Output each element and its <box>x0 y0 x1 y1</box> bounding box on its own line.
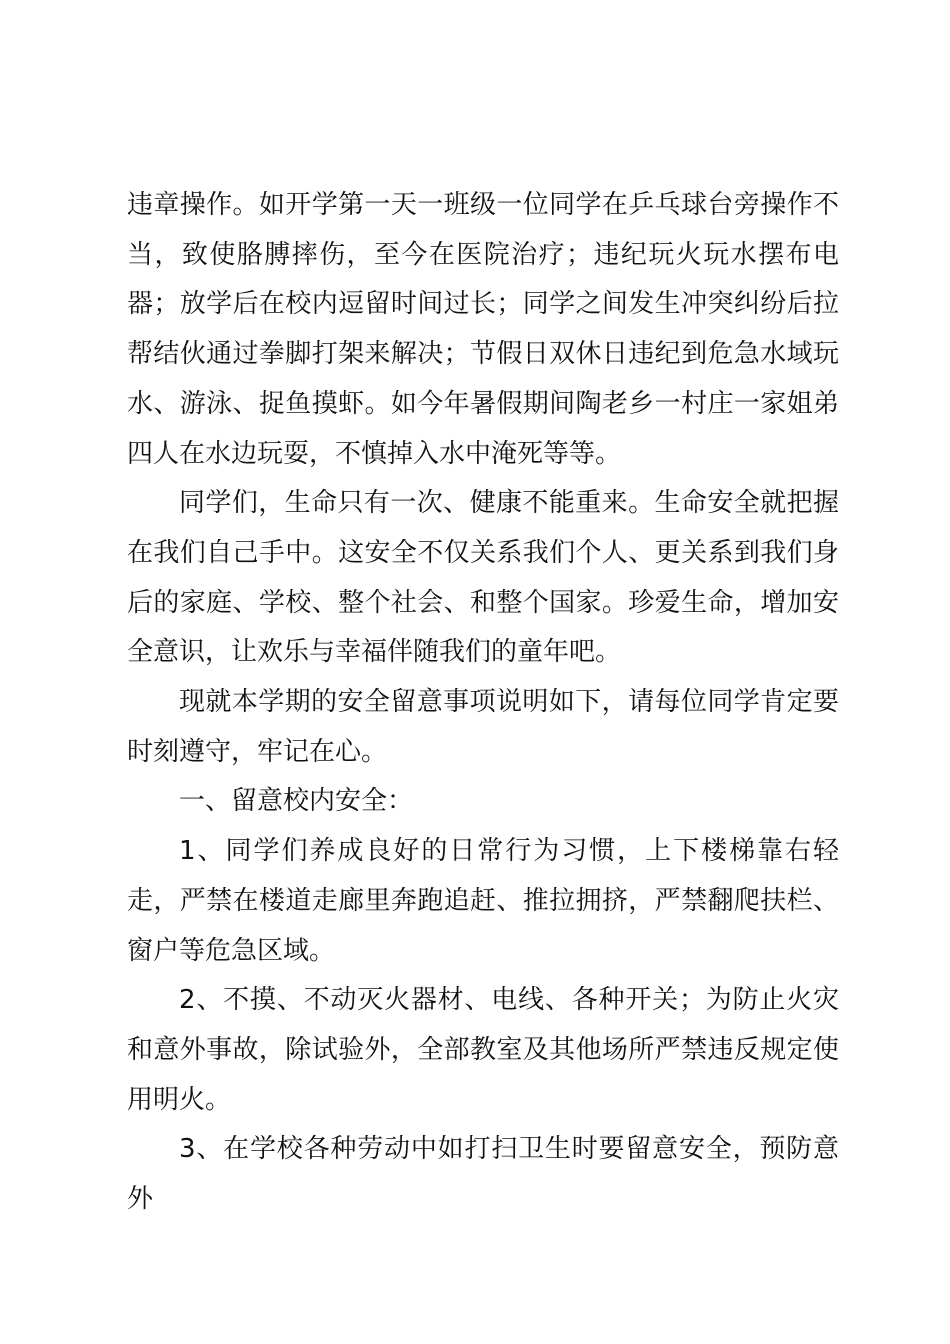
body-text <box>127 181 839 1225</box>
paragraph-continued: 违章操作。如开学第一天一班级一位同学在乒乓球台旁操作不当，致使胳膊摔伤，至今在医院治疗；违纪玩火玩水摆布电器；放学后在校内逗留时间过长；同学之间发生冲突纠纷后拉帮结伙通过拳脚打架来解决；节假日双休日违纪到危急水域玩水、游泳、捉鱼摸虾。如今年暑假期间陶老乡一村庄一家姐弟四人在水边玩耍，不慎掉入水中淹死等等。 <box>127 190 839 469</box>
paragraph-semester-notes: 现就本学期的安全留意事项说明如下，请每位同学肯定要时刻遵守，牢记在心。 <box>127 687 839 767</box>
paragraph-life-safety: 同学们，生命只有一次、健康不能重来。生命安全就把握在我们自己手中。这安全不仅关系我们个人、更关系到我们身后的家庭、学校、整个社会、和整个国家。珍爱生命，增加安全意识，让欢乐与幸福伴随我们的童年吧。 <box>127 488 839 668</box>
list-item-2: 2、不摸、不动灭火器材、电线、各种开关；为防止火灾和意外事故，除试验外，全部教室及其他场所严禁违反规定使用明火。 <box>127 985 839 1115</box>
list-item-1: 1、同学们养成良好的日常行为习惯，上下楼梯靠右轻走，严禁在楼道走廊里奔跑追赶、推拉拥挤，严禁翻爬扶栏、窗户等危急区域。 <box>127 836 839 966</box>
section-heading-campus-safety: 一、留意校内安全： <box>179 786 414 817</box>
list-item-3: 3、在学校各种劳动中如打扫卫生时要留意安全，预防意外 <box>127 1134 839 1215</box>
